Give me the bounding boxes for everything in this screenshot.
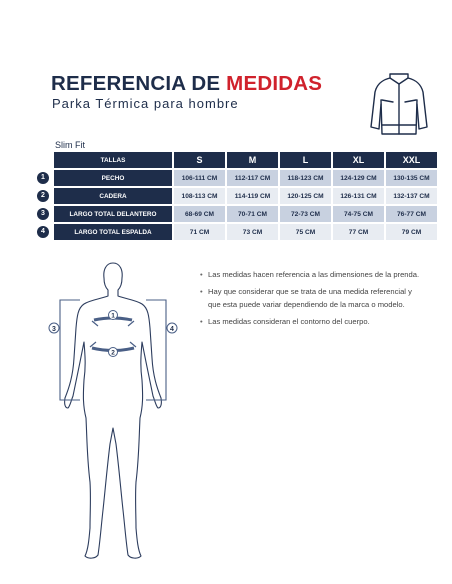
fit-label: Slim Fit bbox=[55, 140, 85, 150]
table-cell: 108-113 CM bbox=[174, 188, 225, 204]
size-header-xl: XL bbox=[333, 152, 384, 168]
row-number-badge: 3 bbox=[37, 208, 49, 220]
table-cell: 118-123 CM bbox=[280, 170, 331, 186]
page-subtitle: Parka Térmica para hombre bbox=[52, 96, 239, 111]
table-cell: 120-125 CM bbox=[280, 188, 331, 204]
size-table bbox=[32, 150, 439, 242]
table-cell: 68-69 CM bbox=[174, 206, 225, 222]
row-number-badge: 1 bbox=[37, 172, 49, 184]
table-row-cadera bbox=[34, 188, 437, 204]
marker-3: 3 bbox=[52, 326, 56, 333]
marker-4: 4 bbox=[170, 326, 174, 333]
table-row-pecho bbox=[34, 170, 437, 186]
table-cell: 132-137 CM bbox=[386, 188, 437, 204]
page-title bbox=[51, 72, 322, 96]
table-cell: 74-75 CM bbox=[333, 206, 384, 222]
marker-2: 2 bbox=[111, 349, 115, 357]
row-number-badge: 4 bbox=[37, 226, 49, 238]
table-cell: 70-71 CM bbox=[227, 206, 278, 222]
table-cell: 114-119 CM bbox=[227, 188, 278, 204]
table-cell: 79 CM bbox=[386, 224, 437, 240]
list-item: • Las medidas hacen referencia a las dimensiones de la prenda. bbox=[200, 268, 422, 282]
row-number-badge: 2 bbox=[37, 190, 49, 202]
body-outline bbox=[65, 263, 162, 558]
size-header-m: M bbox=[227, 152, 278, 168]
size-header-s: S bbox=[174, 152, 225, 168]
table-cell: 130-135 CM bbox=[386, 170, 437, 186]
table-cell: 75 CM bbox=[280, 224, 331, 240]
table-cell: 124-129 CM bbox=[333, 170, 384, 186]
title-part-1: REFERENCIA DE bbox=[51, 72, 227, 95]
body-silhouette-icon bbox=[40, 258, 190, 568]
row-label: CADERA bbox=[54, 188, 172, 204]
table-cell: 71 CM bbox=[174, 224, 225, 240]
size-table-header bbox=[34, 152, 437, 168]
row-label: LARGO TOTAL ESPALDA bbox=[54, 224, 172, 240]
list-item: • Hay que considerar que se trata de una medida referencial y que esta puede variar dependiendo de la marca o modelo. bbox=[200, 285, 422, 312]
table-cell: 76-77 CM bbox=[386, 206, 437, 222]
table-row-largo-espalda bbox=[34, 224, 437, 240]
marker-1: 1 bbox=[111, 312, 115, 320]
table-cell: 126-131 CM bbox=[333, 188, 384, 204]
size-header-xxl: XXL bbox=[386, 152, 437, 168]
table-row-largo-delantero bbox=[34, 206, 437, 222]
table-cell: 73 CM bbox=[227, 224, 278, 240]
table-cell: 77 CM bbox=[333, 224, 384, 240]
table-cell: 106-111 CM bbox=[174, 170, 225, 186]
jacket-icon bbox=[368, 72, 430, 140]
table-cell: 72-73 CM bbox=[280, 206, 331, 222]
table-cell: 112-117 CM bbox=[227, 170, 278, 186]
size-header-l: L bbox=[280, 152, 331, 168]
list-item: • Las medidas consideran el contorno del cuerpo. bbox=[200, 315, 422, 329]
tallas-header: TALLAS bbox=[54, 152, 172, 168]
title-part-2: MEDIDAS bbox=[226, 72, 323, 95]
notes-list bbox=[200, 268, 422, 331]
row-label: PECHO bbox=[54, 170, 172, 186]
row-label: LARGO TOTAL DELANTERO bbox=[54, 206, 172, 222]
